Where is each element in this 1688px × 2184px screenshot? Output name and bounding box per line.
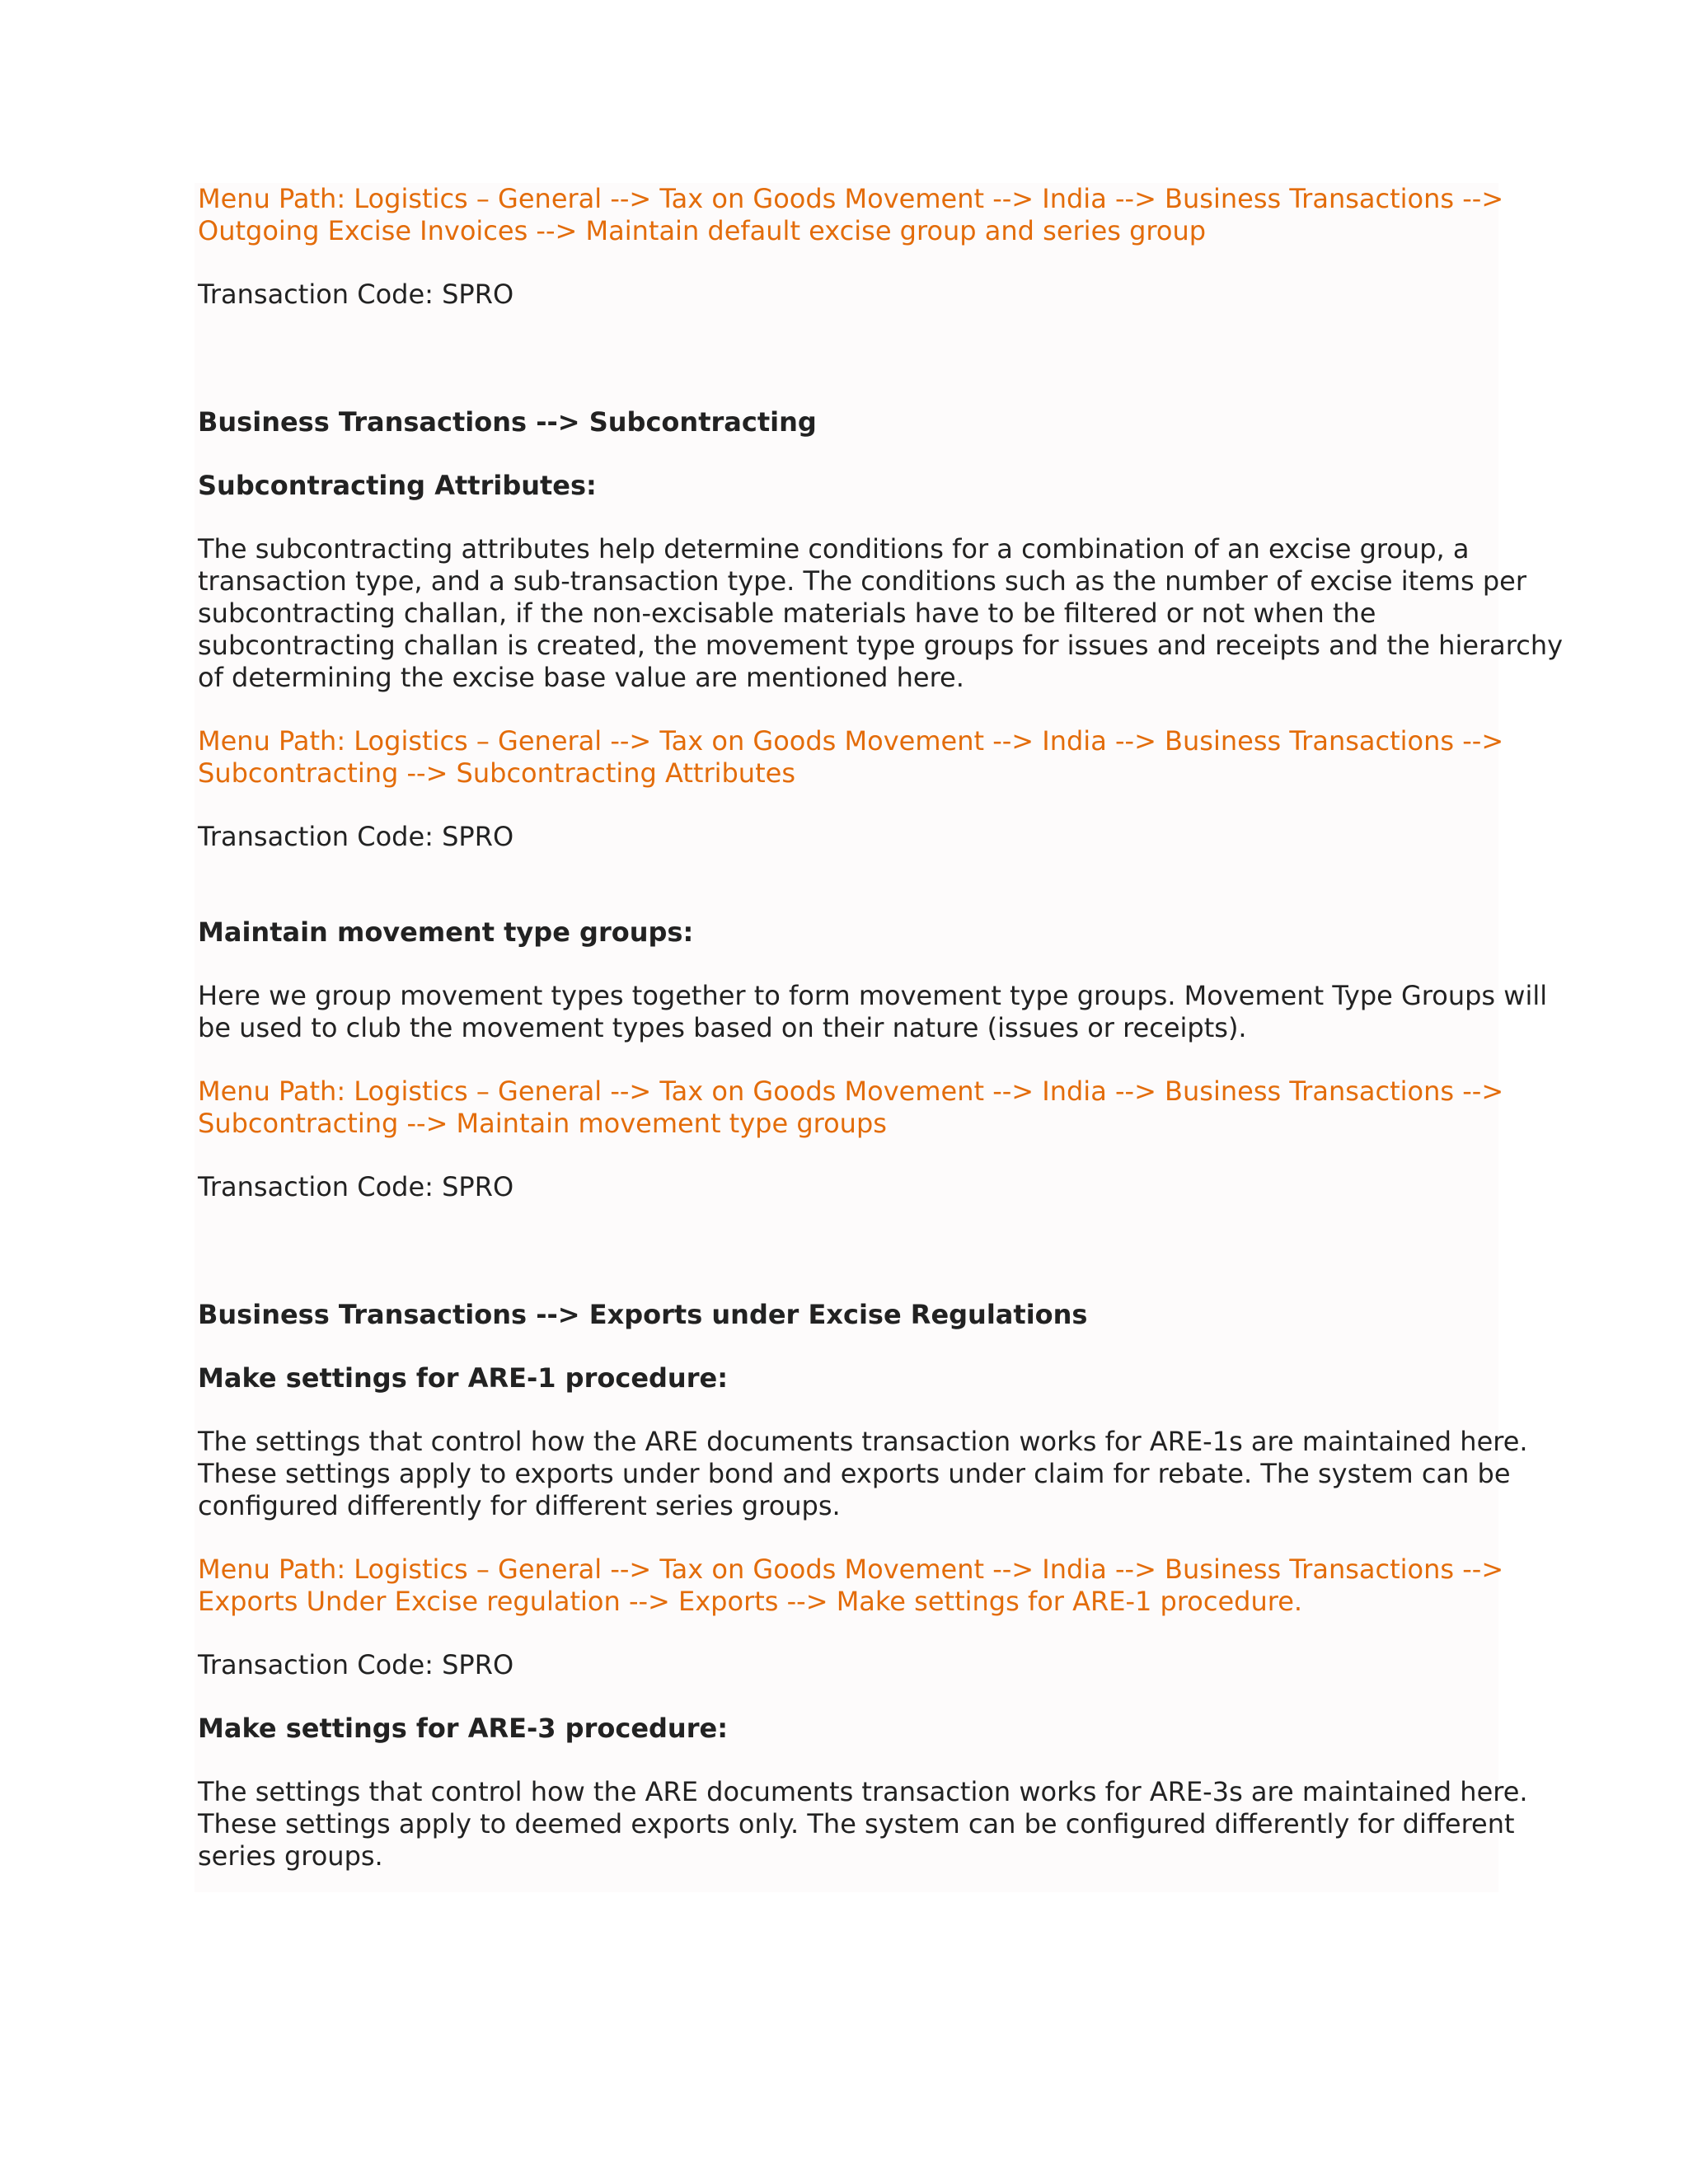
description-line: series groups. [198,1840,383,1872]
document-content [195,183,1564,1892]
menu-path-line: Menu Path: Logistics – General --> Tax on Goods Movement --> India --> Business Transactions --> [198,1076,1504,1107]
description-are1 [198,1426,1528,1522]
description-line: These settings apply to exports under bond and exports under claim for rebate. The system can be [198,1458,1511,1489]
menu-path-line: Menu Path: Logistics – General --> Tax on Goods Movement --> India --> Business Transactions --> [198,183,1504,214]
description-line: subcontracting challan is created, the movement type groups for issues and receipts and the hierarchy [198,630,1564,661]
menu-path-line: Outgoing Excise Invoices --> Maintain default excise group and series group [198,215,1207,246]
section-heading-subcontracting: Business Transactions --> Subcontracting [198,406,817,438]
menu-path-movement-type-groups [198,1076,1504,1140]
section-heading-exports: Business Transactions --> Exports under Excise Regulations [198,1299,1088,1330]
menu-path-outgoing-invoices [198,183,1504,247]
transaction-code: Transaction Code: SPRO [198,1171,514,1202]
menu-path-subcontracting-attributes [198,725,1504,790]
description-line: configured differently for different series groups. [198,1490,841,1521]
description-line: The settings that control how the ARE documents transaction works for ARE-3s are maintained here. [198,1776,1528,1807]
description-line: The settings that control how the ARE documents transaction works for ARE-1s are maintained here. [198,1426,1528,1457]
description-line: Here we group movement types together to form movement type groups. Movement Type Groups will [198,980,1548,1011]
description-subcontracting-attributes [198,533,1564,694]
menu-path-line: Subcontracting --> Subcontracting Attributes [198,757,795,789]
subsection-title-are1: Make settings for ARE-1 procedure: [198,1362,728,1394]
description-line: These settings apply to deemed exports only. The system can be configured differently for different [198,1808,1515,1840]
description-movement-type-groups [198,980,1548,1044]
description-line: The subcontracting attributes help determine conditions for a combination of an excise group, a [198,533,1470,565]
transaction-code: Transaction Code: SPRO [198,1649,514,1680]
subsection-title-movement-type-groups: Maintain movement type groups: [198,916,694,948]
menu-path-line: Menu Path: Logistics – General --> Tax on Goods Movement --> India --> Business Transactions --> [198,725,1504,757]
menu-path-line: Exports Under Excise regulation --> Exports --> Make settings for ARE-1 procedure. [198,1586,1303,1617]
menu-path-line: Menu Path: Logistics – General --> Tax on Goods Movement --> India --> Business Transactions --> [198,1554,1504,1585]
description-line: of determining the excise base value are mentioned here. [198,662,964,693]
subsection-title-subcontracting-attributes: Subcontracting Attributes: [198,470,597,501]
transaction-code: Transaction Code: SPRO [198,821,514,852]
description-line: subcontracting challan, if the non-excisable materials have to be filtered or not when the [198,598,1376,629]
subsection-title-are3: Make settings for ARE-3 procedure: [198,1713,728,1744]
menu-path-are1 [198,1554,1504,1618]
menu-path-line: Subcontracting --> Maintain movement type groups [198,1108,887,1139]
description-line: be used to club the movement types based on their nature (issues or receipts). [198,1012,1247,1043]
transaction-code: Transaction Code: SPRO [198,279,514,310]
description-line: transaction type, and a sub-transaction type. The conditions such as the number of excise items per [198,565,1527,597]
description-are3 [198,1776,1528,1872]
